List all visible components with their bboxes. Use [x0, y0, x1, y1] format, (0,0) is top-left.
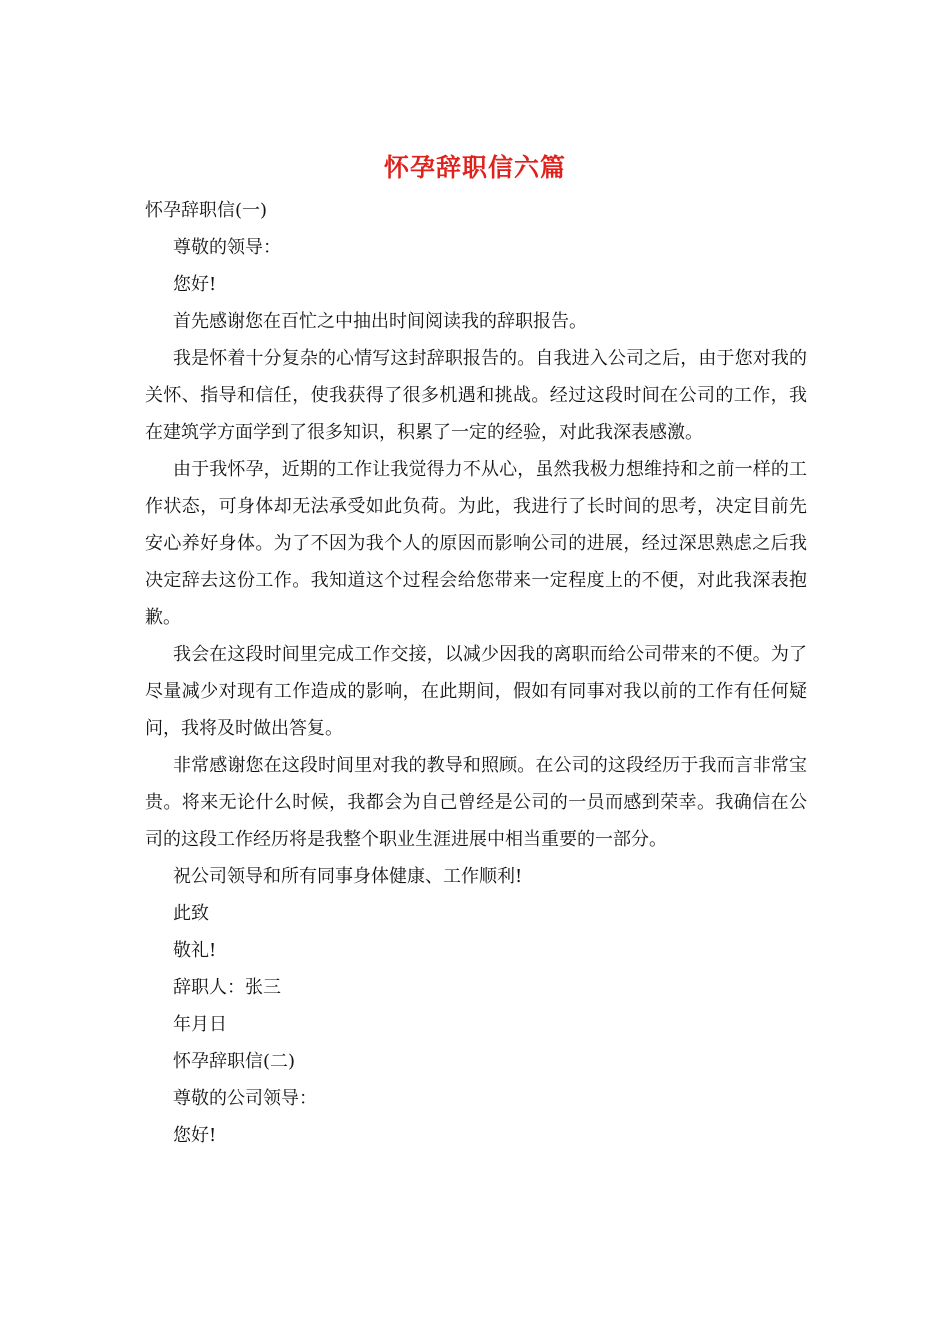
body-paragraph: 非常感谢您在这段时间里对我的教导和照顾。在公司的这段经历于我而言非常宝贵。将来无论什么时候，我都会为自己曾经是公司的一员而感到荣幸。我确信在公司的这段工作经历将是我整个职业生涯进展中相当重要的一部分。	[145, 755, 807, 850]
salutation: 尊敬的公司领导：	[173, 1088, 317, 1109]
document-title: 怀孕辞职信六篇	[383, 153, 566, 182]
body-paragraph: 由于我怀孕，近期的工作让我觉得力不从心，虽然我极力想维持和之前一样的工作状态，可身体却无法承受如此负荷。为此，我进行了长时间的思考，决定目前先安心养好身体。为了不因为我个人的原因而影响公司的进展，经过深思熟虑之后我决定辞去这份工作。我知道这个过程会给您带来一定程度上的不便，对此我深表抱歉。	[145, 459, 807, 628]
closing-line: 此致	[173, 903, 209, 924]
salutation: 尊敬的领导：	[173, 237, 281, 258]
body-paragraph: 首先感谢您在百忙之中抽出时间阅读我的辞职报告。	[173, 311, 587, 332]
closing-wish: 祝公司领导和所有同事身体健康、工作顺利!	[173, 866, 523, 887]
body-paragraph: 我是怀着十分复杂的心情写这封辞职报告的。自我进入公司之后，由于您对我的关怀、指导和信任，使我获得了很多机遇和挑战。经过这段时间在公司的工作，我在建筑学方面学到了很多知识，积累了一定的经验，对此我深表感激。	[145, 348, 807, 443]
date-line: 年月日	[173, 1014, 227, 1035]
section-heading: 怀孕辞职信(二)	[173, 1051, 296, 1072]
signature-line: 辞职人：张三	[173, 977, 281, 998]
greeting: 您好!	[173, 1125, 217, 1146]
body-paragraph: 我会在这段时间里完成工作交接，以减少因我的离职而给公司带来的不便。为了尽量减少对现有工作造成的影响，在此期间，假如有同事对我以前的工作有任何疑问，我将及时做出答复。	[145, 644, 807, 739]
section-heading: 怀孕辞职信(一)	[145, 200, 268, 221]
greeting: 您好!	[173, 274, 217, 295]
closing-line: 敬礼!	[173, 940, 217, 961]
document-body	[145, 192, 807, 1154]
